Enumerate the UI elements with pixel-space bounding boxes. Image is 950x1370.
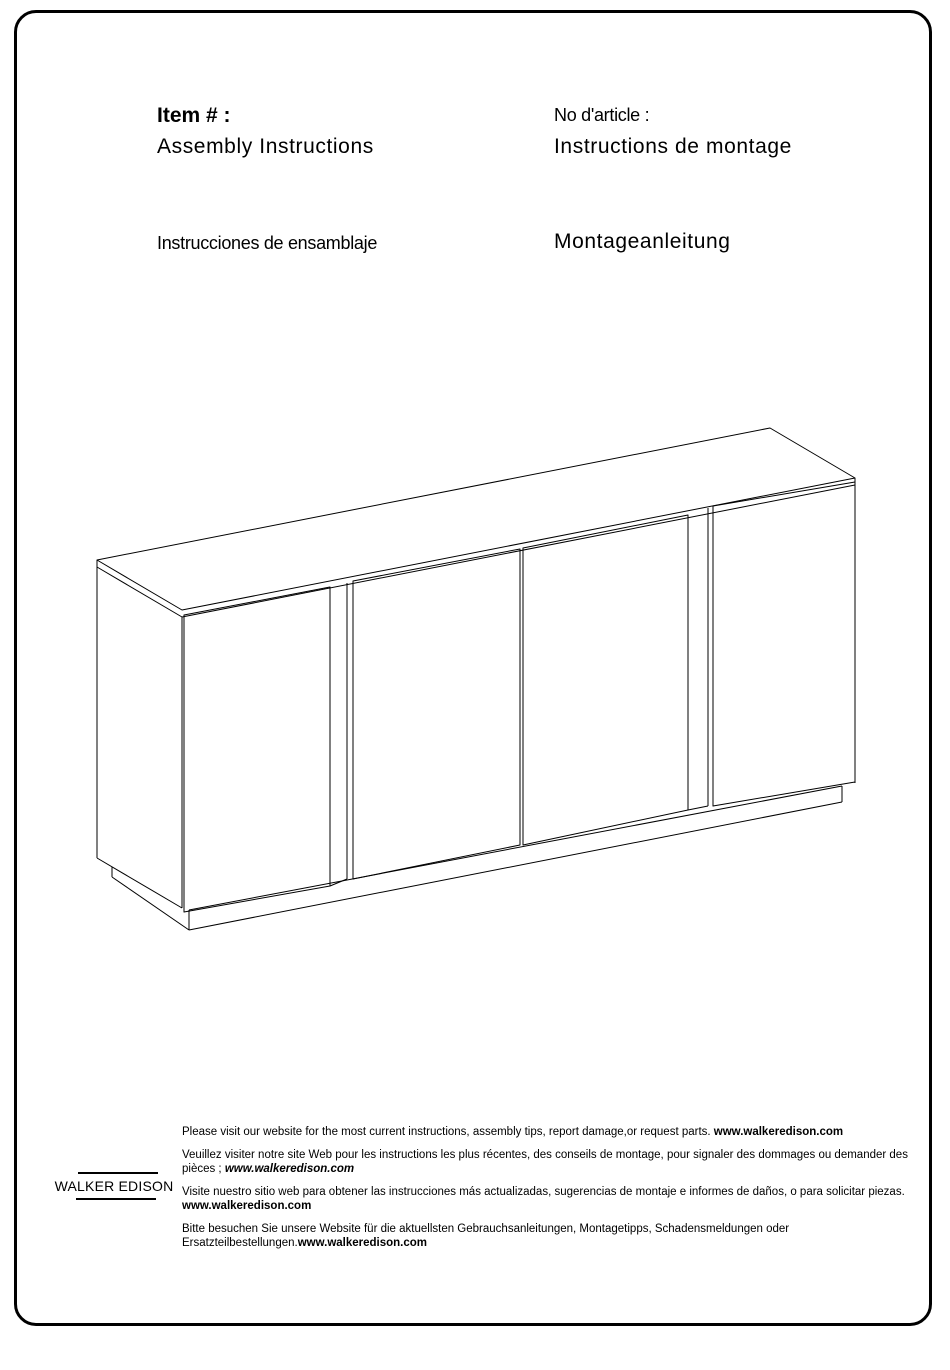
footer-french-text: Veuillez visiter notre site Web pour les instructions les plus récentes, des conseils de montage, pour signaler des dommages ou demander des pièces ; [182, 1149, 908, 1175]
item-number-label: Item # : [157, 104, 231, 127]
logo-top-bar [78, 1172, 158, 1174]
footer-german-url[interactable]: www.walkeredison.com [297, 1237, 428, 1249]
footer-spanish-text: Visite nuestro sitio web para obtener las instrucciones más actualizadas, sugerencias de montaje e informes de daños, o para solicitar piezas. [182, 1186, 905, 1198]
assembly-instructions-heading: Assembly Instructions [157, 135, 374, 158]
footer-french-url[interactable]: www.walkeredison.com [224, 1163, 355, 1175]
footer-english-text: Please visit our website for the most current instructions, assembly tips, report damage,or request parts. [182, 1126, 711, 1138]
footer-spanish-url[interactable]: www.walkeredison.com [182, 1200, 312, 1212]
logo-text: WALKER EDISON [54, 1178, 174, 1194]
footer-english [182, 1125, 910, 1139]
logo-bottom-bar [76, 1198, 156, 1200]
instrucciones-ensamblaje-heading: Instrucciones de ensamblaje [157, 233, 378, 253]
montageanleitung-heading: Montageanleitung [554, 230, 731, 253]
footer-spanish [182, 1185, 910, 1213]
footer-french [182, 1148, 910, 1176]
footer-english-url[interactable]: www.walkeredison.com [713, 1126, 844, 1138]
footer-german [182, 1222, 910, 1250]
footer-german-text: Bitte besuchen Sie unsere Website für die aktuellsten Gebrauchsanleitungen, Montagetipps, Schadensmeldungen oder Ersatzteilbestellungen. [182, 1223, 790, 1249]
footer-notice [182, 1125, 910, 1259]
walker-edison-logo [54, 1170, 174, 1206]
instructions-montage-heading: Instructions de montage [554, 135, 792, 158]
no-article-label: No d'article : [554, 105, 650, 125]
